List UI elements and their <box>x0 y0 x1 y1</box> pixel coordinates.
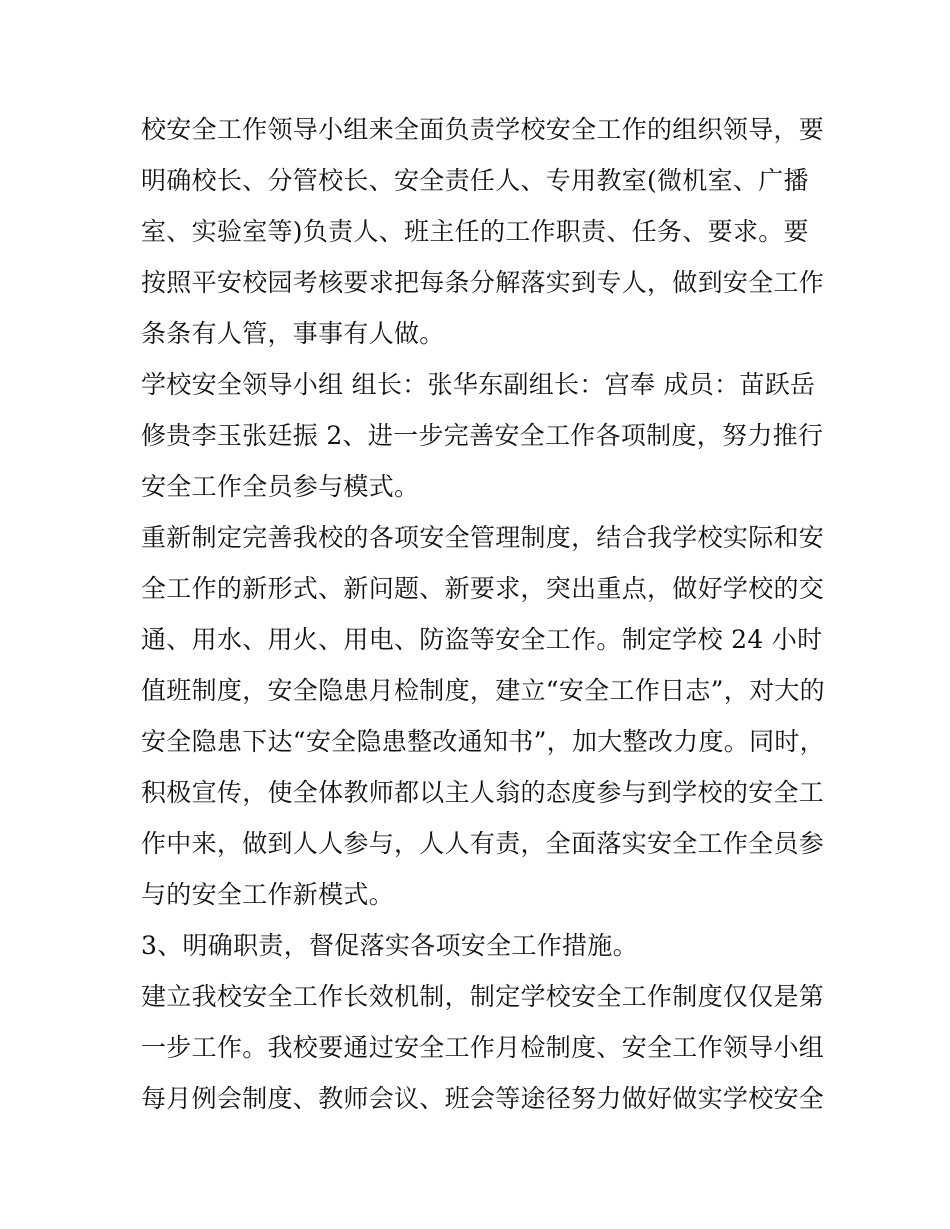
text-line: 通、用水、用火、用电、防盗等安全工作。制定学校 24 小时 <box>141 625 823 654</box>
text-line: 每月例会制度、教师会议、班会等途径努力做好做实学校安全 <box>141 1084 825 1113</box>
text-line: 积极宣传，使全体教师都以主人翁的态度参与到学校的安全工 <box>141 778 825 807</box>
text-line: 重新制定完善我校的各项安全管理制度，结合我学校实际和安 <box>141 523 825 552</box>
text-line: 学校安全领导小组 组长：张华东副组长：宫奉 成员：苗跃岳 <box>141 370 816 399</box>
text-line: 修贵李玉张廷振 2、进一步完善安全工作各项制度，努力推行 <box>141 421 824 450</box>
text-line: 室、实验室等)负责人、班主任的工作职责、任务、要求。要 <box>141 217 809 246</box>
text-line: 与的安全工作新模式。 <box>141 880 395 909</box>
text-line: 明确校长、分管校长、安全责任人、专用教室(微机室、广播 <box>141 166 809 195</box>
text-line: 条条有人管，事事有人做。 <box>141 319 445 348</box>
paragraph-section-heading <box>141 920 813 971</box>
text-line: 校安全工作领导小组来全面负责学校安全工作的组织领导，要 <box>141 115 825 144</box>
text-line: 安全工作全员参与模式。 <box>141 472 420 501</box>
text-line: 值班制度，安全隐患月检制度，建立“安全工作日志”，对大的 <box>141 676 825 705</box>
text-line: 按照平安校园考核要求把每条分解落实到专人，做到安全工作 <box>141 268 825 297</box>
text-line: 一步工作。我校要通过安全工作月检制度、安全工作领导小组 <box>141 1033 825 1062</box>
text-line: 3、明确职责，督促落实各项安全工作措施。 <box>141 931 638 960</box>
text-line: 作中来，做到人人参与，人人有责，全面落实安全工作全员参 <box>141 829 825 858</box>
paragraph-leadership-group <box>141 359 824 512</box>
document-body <box>141 104 825 1124</box>
text-line: 建立我校安全工作长效机制，制定学校安全工作制度仅仅是第 <box>141 982 825 1011</box>
text-line: 安全隐患下达“安全隐患整改通知书”，加大整改力度。同时， <box>141 727 825 756</box>
paragraph-management-system <box>141 512 825 920</box>
paragraph-long-term-mechanism <box>141 971 825 1124</box>
text-line: 全工作的新形式、新问题、新要求，突出重点，做好学校的交 <box>141 574 825 603</box>
paragraph-safety-leadership <box>141 104 825 359</box>
